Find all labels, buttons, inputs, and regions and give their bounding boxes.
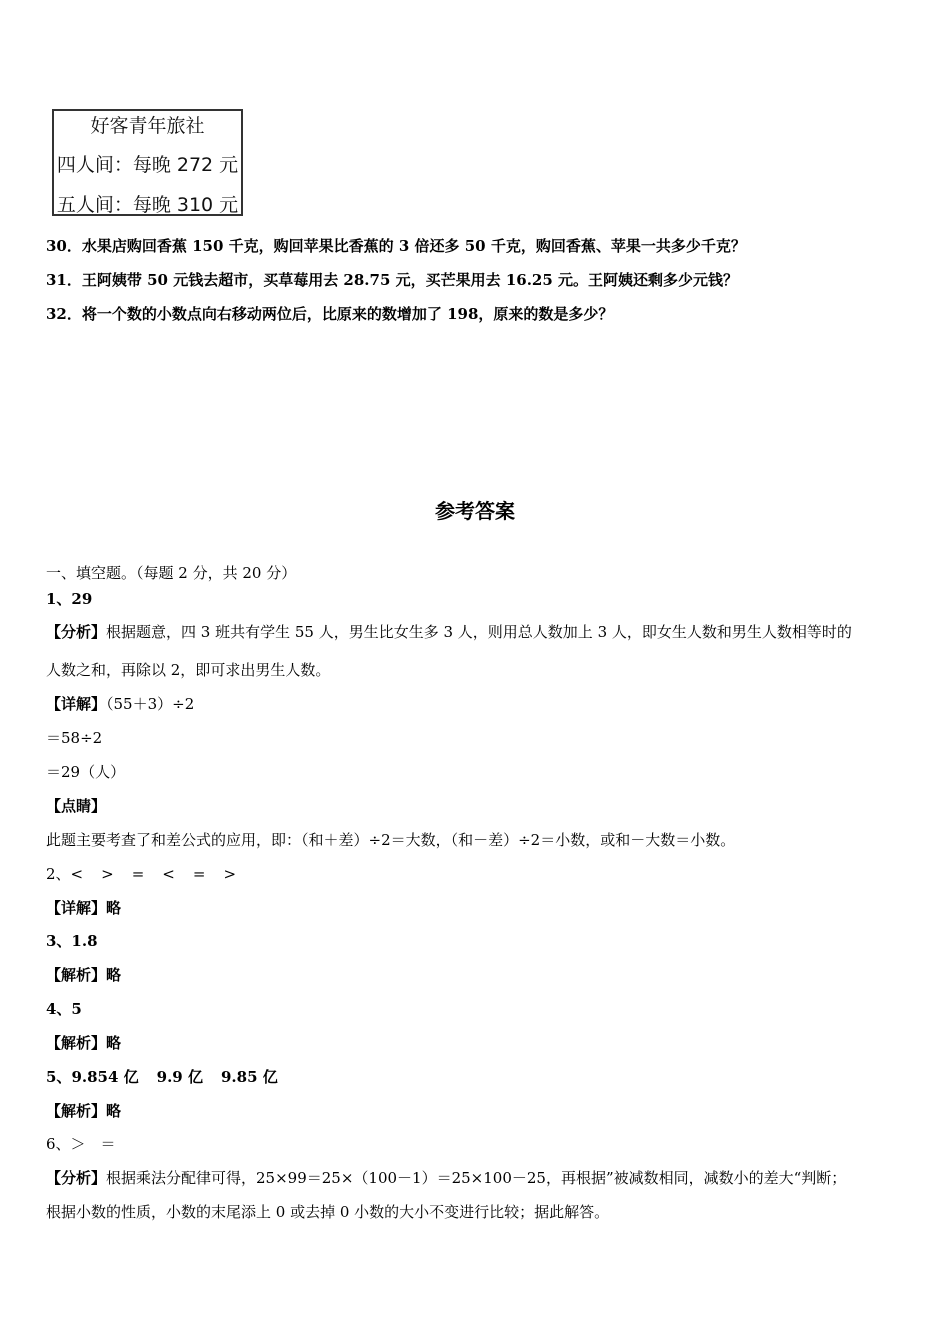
- answer-2-symbol: =: [131, 865, 145, 883]
- hostel-price-sign: [52, 109, 243, 216]
- answer-6-analysis: [46, 1168, 846, 1188]
- explain-text: 略: [106, 966, 122, 984]
- answer-1-analysis: [46, 622, 852, 642]
- answer-3-explain: [46, 965, 121, 985]
- answer-5-number: 5、: [46, 1068, 72, 1086]
- hostel-name: 好客青年旅社: [90, 115, 205, 137]
- question-31: 31．王阿姨带 50 元钱去超市，买草莓用去 28.75 元，买芒果用去 16.25 元。王阿姨还剩多少元钱？: [46, 271, 739, 289]
- answers-title: 参考答案: [435, 499, 515, 523]
- section-heading: 一、填空题。（每题 2 分，共 20 分）: [46, 564, 297, 582]
- answer-2-symbol: >: [101, 865, 114, 883]
- analysis-label: 【分析】: [46, 623, 107, 641]
- answer-5-value-3: 9.85 亿: [220, 1068, 278, 1086]
- detail-label: 【详解】: [46, 695, 107, 713]
- explain-text: 略: [106, 1034, 122, 1052]
- question-30: 30．水果店购回香蕉 150 千克，购回苹果比香蕉的 3 倍还多 50 千克，购回香蕉、苹果一共多少千克？: [46, 237, 746, 255]
- answer-2-symbol: =: [192, 865, 206, 883]
- answer-1-note-text: 此题主要考查了和差公式的应用，即：（和＋差）÷2＝大数，（和－差）÷2＝小数，或和－大数＝小数。: [46, 831, 736, 849]
- explain-label: 【解析】: [46, 1102, 107, 1120]
- answer-2-symbol: <: [162, 865, 175, 883]
- explain-label: 【解析】: [46, 1034, 107, 1052]
- four-room-price: 四人间：每晚 272 元: [56, 154, 239, 176]
- detail-label: 【详解】: [46, 899, 107, 917]
- question-32: 32．将一个数的小数点向右移动两位后，比原来的数增加了 198，原来的数是多少？: [46, 305, 614, 323]
- explain-text: 略: [106, 1102, 122, 1120]
- answer-6-analysis-cont: 根据小数的性质，小数的末尾添上 0 或去掉 0 小数的大小不变进行比较；据此解答。: [46, 1203, 610, 1221]
- answer-4-explain: [46, 1033, 121, 1053]
- answer-4-number: 4、5: [46, 1000, 82, 1018]
- answer-2-symbol: <: [70, 865, 84, 883]
- answer-5: [46, 1067, 278, 1087]
- analysis-label: 【分析】: [46, 1169, 107, 1187]
- answer-5-value-1: 9.854 亿: [71, 1068, 139, 1086]
- answer-2: [46, 864, 236, 884]
- answer-5-value-2: 9.9 亿: [156, 1068, 203, 1086]
- answer-2-detail: [46, 898, 121, 918]
- answer-2-number: 2、: [46, 865, 71, 883]
- answer-2-symbol: >: [223, 865, 237, 883]
- detail-expr: （55＋3）÷2: [106, 695, 195, 713]
- answer-1-step-1: ＝58÷2: [46, 729, 103, 747]
- answer-1-analysis-cont: 人数之和，再除以 2，即可求出男生人数。: [46, 661, 331, 679]
- answer-5-explain: [46, 1101, 121, 1121]
- analysis-text: 根据题意，四 3 班共有学生 55 人，男生比女生多 3 人，则用总人数加上 3 人，即女生人数和男生人数相等时的: [106, 623, 852, 641]
- detail-text: 略: [106, 899, 122, 917]
- answer-1-note-label: 【点睛】: [46, 797, 107, 815]
- answer-1-step-2: ＝29（人）: [46, 763, 126, 781]
- answer-3-number: 3、1.8: [46, 932, 98, 950]
- explain-label: 【解析】: [46, 966, 107, 984]
- five-room-price: 五人间：每晚 310 元: [56, 194, 239, 216]
- answer-1-number: 1、29: [46, 590, 93, 608]
- answer-6-number: 6、＞ ＝: [46, 1135, 116, 1153]
- analysis-text: 根据乘法分配律可得，25×99＝25×（100－1）＝25×100－25，再根据”被减数相同，减数小的差大“判断；: [106, 1169, 847, 1187]
- answer-1-detail: [46, 694, 194, 714]
